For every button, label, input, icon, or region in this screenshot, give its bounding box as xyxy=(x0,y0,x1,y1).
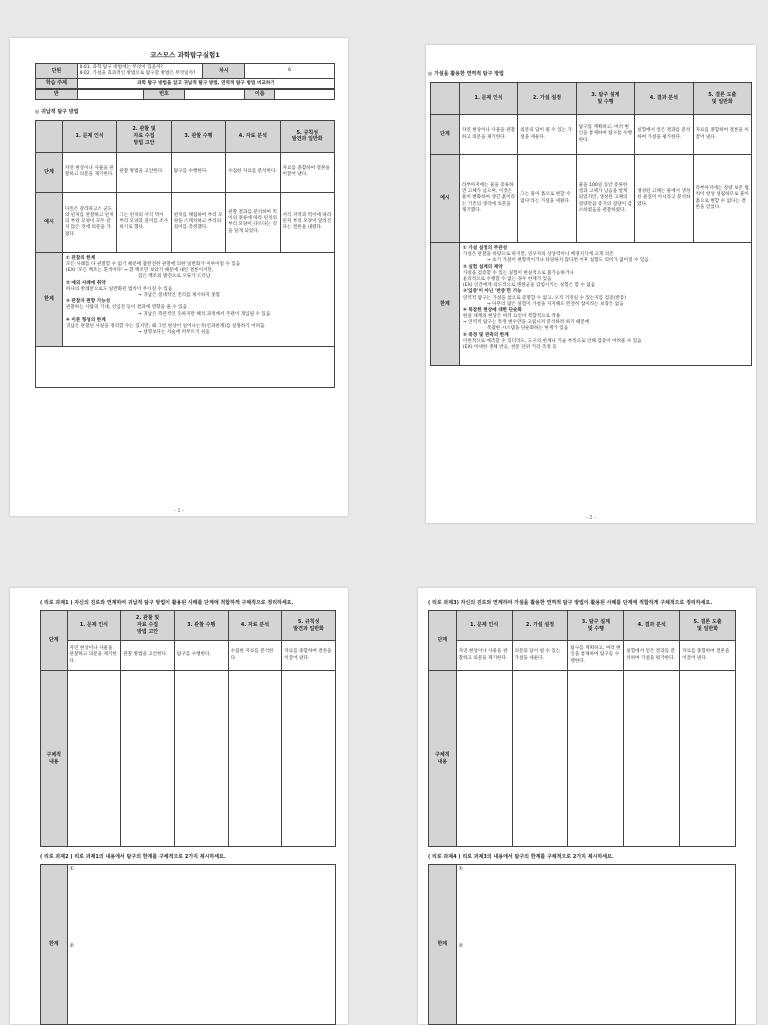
step-cell-5: 자료를 종합하여 결론을 이끌어 낸다. xyxy=(280,152,334,192)
row-label-example: 예시 xyxy=(431,155,460,243)
limit-line: → 초기 가설이 편향적이거나 타당하지 않다면 이후 실험도 의미가 없어질 수 있음 xyxy=(486,258,649,264)
document-title: 코스모스 과학탐구실험1 xyxy=(150,51,220,59)
limit-line: 복잡한 시스템을 단순화하는 한계가 있음 xyxy=(486,326,569,332)
step-cell-5: 자료를 종합하여 결론을 이끌어 낸다. xyxy=(693,115,751,155)
task-1-table xyxy=(40,610,336,847)
row-label-step: 단계 xyxy=(431,115,460,155)
example-cell-5: 라부아지에는 질량 보존 법칙이 항상 성립하므로 물이 흙으로 변할 수 없다는 결론을 얻었다. xyxy=(693,155,751,243)
row-label-limit: 한계 xyxy=(36,252,63,346)
row-label-example: 예시 xyxy=(36,192,63,252)
limit-line: 모든 사례를 다 관찰할 수 없기 때문에 불완전한 관찰에 의한 일반화가 이루어질 수 있음 xyxy=(65,262,241,268)
step-cell-2: 관찰 방법을 고안한다. xyxy=(121,641,175,671)
task-2-table xyxy=(40,864,336,1025)
header-step-3: 3. 관찰 수행 xyxy=(174,611,228,641)
detail-field-1[interactable] xyxy=(67,671,121,847)
step-cell-2: 의문의 답이 될 수 있는 가설을 세운다. xyxy=(512,641,568,671)
detail-field-3[interactable] xyxy=(568,671,624,847)
row-label-step: 단계 xyxy=(429,611,457,671)
limit-heading: ③ 관찰자 편향 가능성 xyxy=(65,299,111,305)
header-step-3: 3. 탐구 설계 및 수행 xyxy=(568,611,624,641)
row-label-step: 단계 xyxy=(36,152,63,192)
mark-1: ① xyxy=(69,866,75,872)
step-cell-3: 탐구를 계획하고, 여러 변인을 통제하여 탐구를 수행한다. xyxy=(576,115,634,155)
limit-heading: ① 가설 설정의 주관성 xyxy=(462,246,508,251)
step-cell-4: 실험에서 얻은 결과를 분석하여 가설을 평가한다. xyxy=(635,115,693,155)
limit-line: → 아무리 많은 실험이 가설을 지지해도 완전히 참이라는 보장은 없음 xyxy=(486,301,624,307)
corner-cell xyxy=(36,120,63,152)
limit-cell xyxy=(459,243,751,366)
deductive-method-table xyxy=(430,82,752,366)
unit-line-2: Ⅱ-02. 가설을 효과적인 방법으로 탐구할 방법은 무엇일까? xyxy=(79,71,196,77)
step-cell-1: 자연 현상이나 사물을 관찰하고 의문을 제기한다. xyxy=(456,641,512,671)
page-1 xyxy=(10,38,348,516)
number-field[interactable] xyxy=(185,90,245,100)
header-step-4: 4. 자료 분석 xyxy=(228,611,282,641)
example-cell-1: 다윈은 갈라파고스 군도의 핀치를 관찰하고 핀치의 부리 모양이 모두 같지 않은 것에 의문을 가졌다. xyxy=(62,192,116,252)
period-value: 6 xyxy=(245,64,335,79)
header-step-5: 5. 규칙성 발견과 일반화 xyxy=(280,120,334,152)
row-label-step: 단계 xyxy=(41,611,68,671)
unit-line-1: Ⅱ-01. 과학 탐구 방법에는 무엇이 있을까? xyxy=(79,65,163,70)
limit-line: 귀납은 관찰된 사실을 정리할 수는 있지만, 왜 그런 현상이 일어나는지(인과관계)를 설명하기 어려움 xyxy=(65,323,265,329)
limit-line: 검은 백조의 발견으로 오류가 드러남 xyxy=(137,274,211,280)
step-cell-5: 자료를 종합하여 결론을 이끌어 낸다. xyxy=(680,641,736,671)
blank-footer-row xyxy=(35,347,335,388)
row-label-detail: 구체적 내용 xyxy=(41,671,68,847)
limit-list xyxy=(463,246,748,351)
limit-heading: ② 실험 설계의 제약 xyxy=(462,264,503,270)
step-cell-4: 수집한 자료를 분석한다. xyxy=(226,152,280,192)
name-label: 이름 xyxy=(245,90,275,100)
limit-answer-field[interactable] xyxy=(456,865,735,1025)
row-label-limit: 한계 xyxy=(41,865,68,1025)
detail-field-5[interactable] xyxy=(680,671,736,847)
limit-list xyxy=(66,256,331,336)
page-4 xyxy=(418,588,756,1024)
limit-line: (EX) '모든 백조는 흰색이다' → 흰 백조만 보았기 때문에 내린 결론이지만, xyxy=(65,268,214,274)
task-4-table xyxy=(428,864,736,1025)
task-3-table xyxy=(428,610,736,847)
mark-1: ① xyxy=(458,866,464,872)
corner-cell xyxy=(431,83,460,115)
detail-field-3[interactable] xyxy=(174,671,228,847)
step-cell-3: 탐구를 수행한다. xyxy=(174,641,228,671)
detail-field-4[interactable] xyxy=(228,671,282,847)
limit-line: 하나의 반례만으로도 일반화된 법칙이 무너질 수 있음 xyxy=(65,286,173,292)
task-4-title: ( 리로 과제4 ) 리로 과제3의 내용에서 탐구의 한계를 구체적으로 2가지 제시하세요. xyxy=(428,854,614,860)
class-field[interactable] xyxy=(77,90,143,100)
header-step-2: 2. 가설 설정 xyxy=(518,83,576,115)
page-number: - 2 - xyxy=(586,515,596,521)
row-label-limit: 한계 xyxy=(431,243,460,366)
example-cell-3: 핀치를 채집하여 부리 모양을 스케치하고 부리의 길이를 측정했다. xyxy=(171,192,225,252)
task-3-title: ( 리로 과제3) 자신의 진로와 연계하여 가설을 활용한 연역적 탐구 방법이 활용된 사례를 단계에 적합하게 구체적으로 정리하세요. xyxy=(428,600,713,606)
header-step-1: 1. 문제 인식 xyxy=(62,120,116,152)
example-cell-1: 라부아지에는 물을 증류하면 고체가 남으며, 이것은 물이 변화하여 생긴 흙이라는 기존의 생각에 의문을 제기했다. xyxy=(459,155,517,243)
limit-line: (EX) 인간에게 의도적으로 병원균을 감염시키는 실험은 할 수 없음 xyxy=(462,283,596,289)
detail-field-4[interactable] xyxy=(624,671,680,847)
example-cell-2: 그는 핀치의 서식 먹이 부리 모양과 길이를 조사하기로 했다. xyxy=(117,192,171,252)
limit-line: 가설을 검증할 수 있는 실험이 현실적으로 불가능하거나 xyxy=(462,270,574,276)
mark-2: ② xyxy=(69,943,75,949)
unit-label: 단원 xyxy=(36,64,78,79)
limit-line: → 귀납은 객관적인 듯하지만 해석 과정에서 주관이 개입될 수 있음 xyxy=(137,311,271,317)
header-step-4: 4. 결과 분석 xyxy=(635,83,693,115)
unit-value xyxy=(77,64,203,79)
step-cell-4: 실험에서 얻은 결과를 분석하여 가설을 평가한다. xyxy=(624,641,680,671)
limit-line: 가설은 관찰을 바탕으로 하지만, 연구자의 상상력이나 배경지식에 크게 의존 xyxy=(462,252,614,258)
task-2-title: ( 리로 과제2 ) 리로 과제1의 내용에서 탐구의 한계를 구체적으로 2가지 제시하세요. xyxy=(40,854,226,860)
limit-line: 현실 세계의 현상은 여러 요인이 복합적으로 작용 xyxy=(462,314,561,320)
name-field[interactable] xyxy=(275,90,335,100)
header-step-2: 2. 관찰 및 자료 수집 방법 고안 xyxy=(117,120,171,152)
class-label: 반 xyxy=(36,90,78,100)
step-cell-2: 의문의 답이 될 수 있는 가설을 세운다. xyxy=(518,115,576,155)
step-cell-1: 자연 현상이나 사물을 관찰하고 의문을 제기한다. xyxy=(67,641,121,671)
inductive-method-table xyxy=(35,120,335,347)
period-label: 차시 xyxy=(203,64,245,79)
detail-field-2[interactable] xyxy=(512,671,568,847)
row-label-limit: 한계 xyxy=(429,865,457,1025)
step-cell-1: 자연 현상이나 사물을 관찰하고 의문을 제기한다. xyxy=(459,115,517,155)
limit-heading: ③'입증'이 아닌 '반증'만 가능 xyxy=(462,289,522,295)
header-step-1: 1. 문제 인식 xyxy=(67,611,121,641)
limit-line: → 설명보다는 서술에 머무르기 쉬움 xyxy=(137,330,210,336)
limit-line: 이론적으로 예측할 수 있더라도, 도구의 한계나 기술 부족으로 인해 검증이 어려울 수 있음 xyxy=(462,338,642,344)
detail-field-2[interactable] xyxy=(121,671,175,847)
header-step-5: 5. 결론 도출 및 일반화 xyxy=(680,611,736,641)
header-step-4: 4. 결과 분석 xyxy=(624,611,680,641)
example-cell-4: 관찰 결과를 분석하여 먹이의 종류에 따라 핀치의 부리 모양이 다르다는 것을 알게 되었다. xyxy=(226,192,280,252)
number-label: 번호 xyxy=(143,90,185,100)
step-cell-2: 관찰 방법을 고안한다. xyxy=(117,152,171,192)
header-step-4: 4. 자료 분석 xyxy=(226,120,280,152)
task-1-title: ( 리로 과제1 ) 자신의 진로와 연계하여 귀납적 탐구 방법이 활용된 사례를 단계에 적합하게 구체적으로 정리하세요. xyxy=(40,600,294,606)
header-step-1: 1. 문제 인식 xyxy=(456,611,512,641)
limit-line: (EX) 미세한 생체 반응, 천문 단위 거리 측정 등 xyxy=(462,345,557,350)
example-cell-2: 그는 물이 흙으로 변할 수 없다'라는 가설을 세웠다. xyxy=(518,155,576,243)
header-step-3: 3. 탐구 설계 및 수행 xyxy=(576,83,634,115)
limit-heading: ① 관찰의 한계 xyxy=(65,255,96,261)
row-label-detail: 구체적 내용 xyxy=(429,671,457,847)
example-cell-5: 서식 지역과 먹이에 따라 핀치 부리 모양이 달라진다는 결론을 내렸다. xyxy=(280,192,334,252)
step-cell-3: 탐구를 계획하고, 여러 변인을 통제하여 탐구를 수행한다. xyxy=(568,641,624,671)
limit-line: → 연역적 탐구는 특정 변수만을 고립시켜 분석하려 하기 때문에 xyxy=(462,320,590,326)
limit-line: 윤리적으로 수행할 수 없는 경우 한계가 있음 xyxy=(462,276,552,282)
header-info-table xyxy=(35,63,335,89)
limit-line: → 귀납은 절대적인 진리를 제시하지 못함 xyxy=(137,293,221,298)
step-cell-5: 자료를 종합하여 결론을 이끌어 낸다. xyxy=(282,641,336,671)
section-title-inductive: ◎ 귀납적 탐구 방법 xyxy=(35,108,79,115)
topic-label: 학습 주제 xyxy=(36,79,78,89)
detail-field-5[interactable] xyxy=(282,671,336,847)
limit-heading: ⑤ 측정 및 관측의 한계 xyxy=(462,332,509,338)
header-step-3: 3. 관찰 수행 xyxy=(171,120,225,152)
limit-heading: ② 예외 사례에 취약 xyxy=(65,280,106,286)
header-step-2: 2. 관찰 및 자료 수집 방법 고안 xyxy=(121,611,175,641)
section-title-deductive: ◎ 가설을 활용한 연역적 탐구 방법 xyxy=(428,71,504,77)
step-cell-1: 자연 현상이나 사물을 관찰하고 의문을 제기한다. xyxy=(62,152,116,192)
page-2 xyxy=(426,45,756,523)
limit-answer-field[interactable] xyxy=(67,865,335,1025)
header-step-5: 5. 규칙성 발견과 일반화 xyxy=(282,611,336,641)
page-number: - 1 - xyxy=(174,508,184,514)
example-cell-4: 생성된 고체는 물에서 생성된 물질이 아니라고 분석하였다. xyxy=(635,155,693,243)
student-info-table xyxy=(35,89,335,100)
limit-heading: ④ 복잡한 현상에 대한 단순화 xyxy=(462,307,522,313)
limit-line: 연역적 탐구는 가설을 참으로 증명할 수 없고, 오직 거짓일 수 있는지를 검증(반증) xyxy=(462,295,626,301)
topic-value: 과학 탐구 방법을 알고 귀납적 탐구 방법, 연역적 탐구 방법 비교하기 xyxy=(77,79,334,89)
step-cell-4: 수집한 자료를 분석한다. xyxy=(228,641,282,671)
limit-heading: ④ 이론 형성의 한계 xyxy=(65,317,106,323)
page-3 xyxy=(10,588,348,1024)
header-step-1: 1. 문제 인식 xyxy=(459,83,517,115)
mark-2: ② xyxy=(458,943,464,949)
limit-cell xyxy=(62,252,334,346)
header-step-2: 2. 가설 설정 xyxy=(512,611,568,641)
header-step-5: 5. 결론 도출 및 일반화 xyxy=(693,83,751,115)
detail-field-1[interactable] xyxy=(456,671,512,847)
limit-line: 관찰하는 사람의 기대, 선입견 등이 결과에 영향을 줄 수 있음 xyxy=(65,305,188,311)
example-cell-3: 물을 100일 동안 증류한 결과 고체가 남음을 알게 되었지만, 생성된 고체의 질량만큼 증기의 질량이 감소하였음을 관찰하였다. xyxy=(576,155,634,243)
step-cell-3: 탐구를 수행한다. xyxy=(171,152,225,192)
